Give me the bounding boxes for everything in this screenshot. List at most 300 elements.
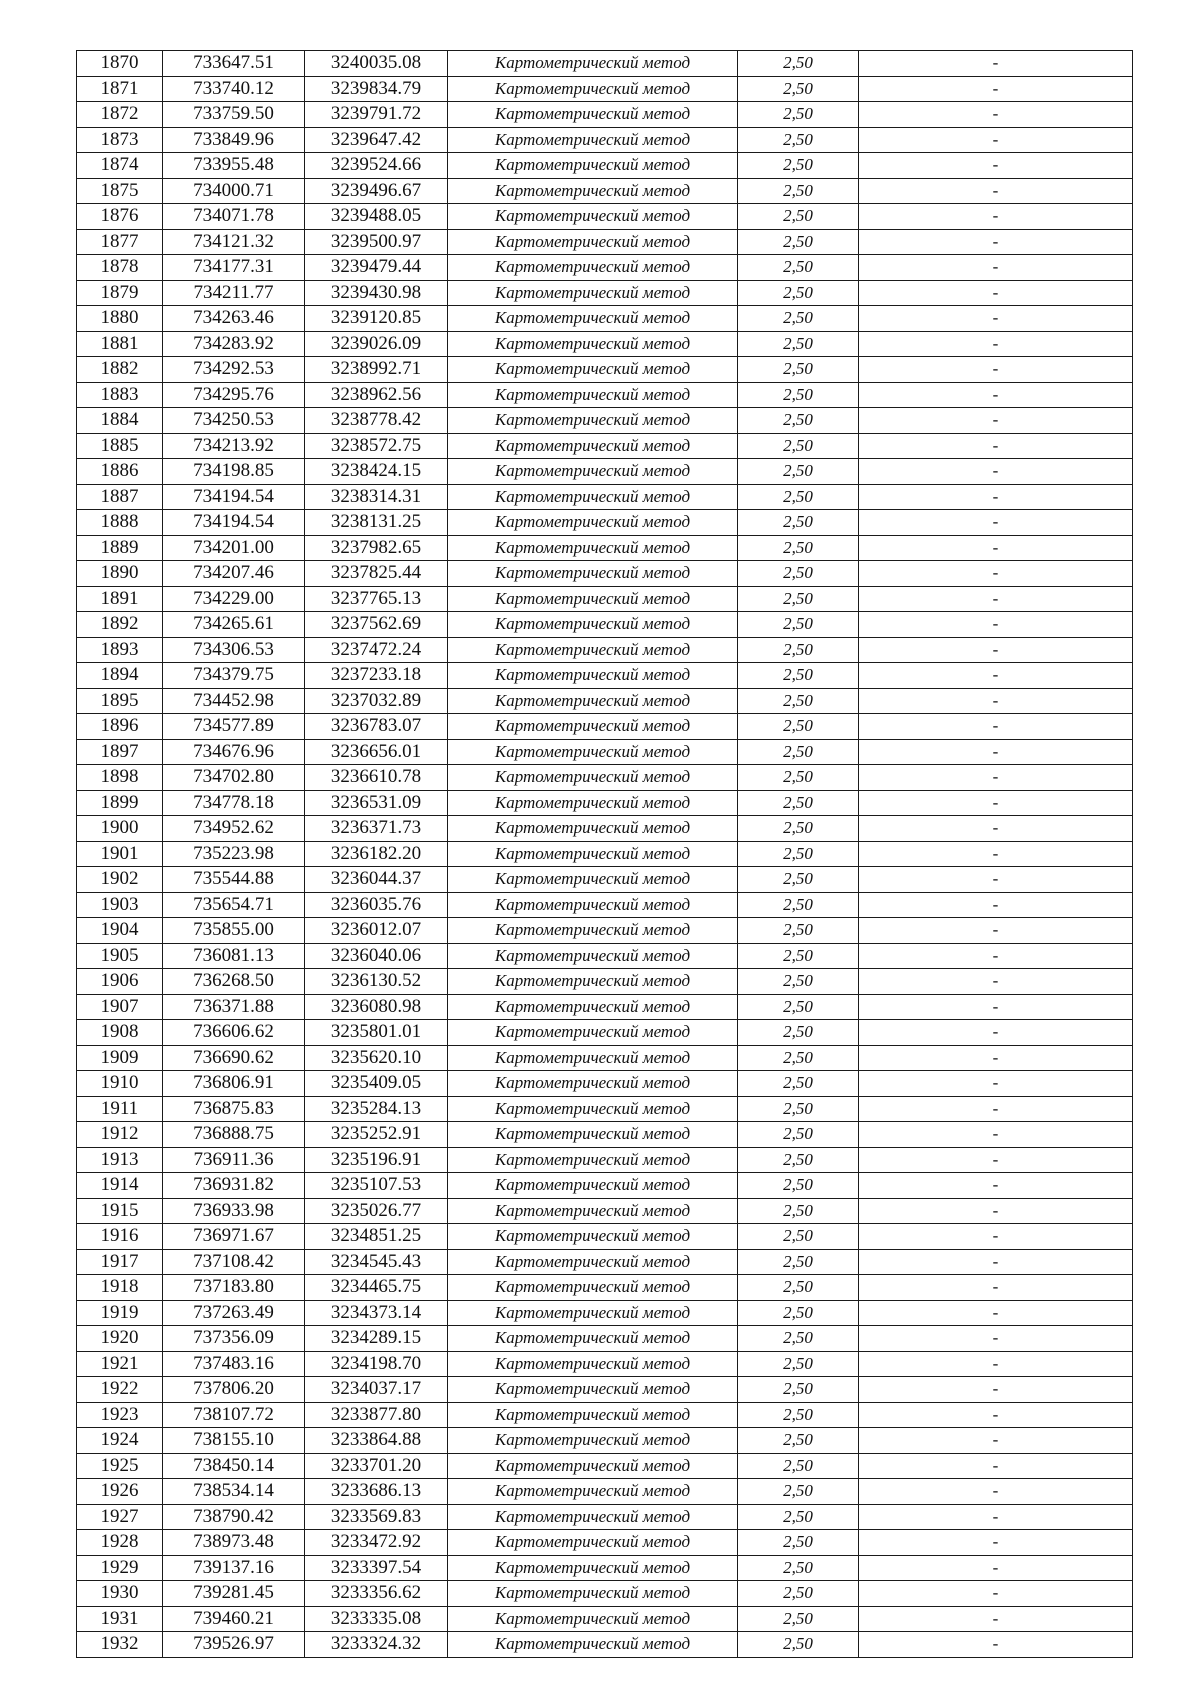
point-number-cell: 1880 — [77, 306, 163, 332]
point-number-cell: 1892 — [77, 612, 163, 638]
y-coordinate-cell: 3237562.69 — [305, 612, 448, 638]
x-coordinate-cell: 736933.98 — [163, 1198, 305, 1224]
accuracy-cell: 2,50 — [738, 382, 859, 408]
y-coordinate-cell: 3238131.25 — [305, 510, 448, 536]
method-cell: Картометрический метод — [448, 1122, 738, 1148]
method-cell: Картометрический метод — [448, 612, 738, 638]
table-row — [77, 433, 1133, 459]
point-number-cell: 1874 — [77, 153, 163, 179]
note-cell: - — [859, 102, 1133, 128]
y-coordinate-cell: 3233686.13 — [305, 1479, 448, 1505]
y-coordinate-cell: 3235801.01 — [305, 1020, 448, 1046]
table-row — [77, 229, 1133, 255]
point-number-cell: 1888 — [77, 510, 163, 536]
y-coordinate-cell: 3239834.79 — [305, 76, 448, 102]
accuracy-cell: 2,50 — [738, 1020, 859, 1046]
note-cell: - — [859, 637, 1133, 663]
y-coordinate-cell: 3240035.08 — [305, 51, 448, 77]
table-row — [77, 127, 1133, 153]
table-row — [77, 280, 1133, 306]
note-cell: - — [859, 1530, 1133, 1556]
table-row — [77, 765, 1133, 791]
note-cell: - — [859, 1045, 1133, 1071]
y-coordinate-cell: 3237825.44 — [305, 561, 448, 587]
table-row — [77, 1224, 1133, 1250]
y-coordinate-cell: 3236012.07 — [305, 918, 448, 944]
y-coordinate-cell: 3239524.66 — [305, 153, 448, 179]
method-cell: Картометрический метод — [448, 382, 738, 408]
x-coordinate-cell: 734263.46 — [163, 306, 305, 332]
method-cell: Картометрический метод — [448, 765, 738, 791]
accuracy-cell: 2,50 — [738, 1479, 859, 1505]
accuracy-cell: 2,50 — [738, 918, 859, 944]
note-cell: - — [859, 1479, 1133, 1505]
point-number-cell: 1922 — [77, 1377, 163, 1403]
point-number-cell: 1905 — [77, 943, 163, 969]
point-number-cell: 1903 — [77, 892, 163, 918]
x-coordinate-cell: 734283.92 — [163, 331, 305, 357]
accuracy-cell: 2,50 — [738, 433, 859, 459]
table-row — [77, 357, 1133, 383]
table-row — [77, 1555, 1133, 1581]
method-cell: Картометрический метод — [448, 739, 738, 765]
accuracy-cell: 2,50 — [738, 1096, 859, 1122]
point-number-cell: 1915 — [77, 1198, 163, 1224]
y-coordinate-cell: 3233356.62 — [305, 1581, 448, 1607]
y-coordinate-cell: 3233569.83 — [305, 1504, 448, 1530]
point-number-cell: 1872 — [77, 102, 163, 128]
y-coordinate-cell: 3234851.25 — [305, 1224, 448, 1250]
table-row — [77, 535, 1133, 561]
note-cell: - — [859, 382, 1133, 408]
point-number-cell: 1877 — [77, 229, 163, 255]
point-number-cell: 1923 — [77, 1402, 163, 1428]
note-cell: - — [859, 688, 1133, 714]
accuracy-cell: 2,50 — [738, 1555, 859, 1581]
point-number-cell: 1904 — [77, 918, 163, 944]
method-cell: Картометрический метод — [448, 1020, 738, 1046]
accuracy-cell: 2,50 — [738, 714, 859, 740]
y-coordinate-cell: 3236040.06 — [305, 943, 448, 969]
x-coordinate-cell: 736888.75 — [163, 1122, 305, 1148]
table-row — [77, 688, 1133, 714]
accuracy-cell: 2,50 — [738, 943, 859, 969]
note-cell: - — [859, 204, 1133, 230]
x-coordinate-cell: 739460.21 — [163, 1606, 305, 1632]
y-coordinate-cell: 3238992.71 — [305, 357, 448, 383]
x-coordinate-cell: 737356.09 — [163, 1326, 305, 1352]
table-row — [77, 51, 1133, 77]
x-coordinate-cell: 735654.71 — [163, 892, 305, 918]
note-cell: - — [859, 280, 1133, 306]
y-coordinate-cell: 3236371.73 — [305, 816, 448, 842]
method-cell: Картометрический метод — [448, 102, 738, 128]
accuracy-cell: 2,50 — [738, 306, 859, 332]
accuracy-cell: 2,50 — [738, 1402, 859, 1428]
note-cell: - — [859, 484, 1133, 510]
table-row — [77, 969, 1133, 995]
accuracy-cell: 2,50 — [738, 408, 859, 434]
x-coordinate-cell: 738973.48 — [163, 1530, 305, 1556]
point-number-cell: 1920 — [77, 1326, 163, 1352]
method-cell: Картометрический метод — [448, 663, 738, 689]
y-coordinate-cell: 3236035.76 — [305, 892, 448, 918]
note-cell: - — [859, 1504, 1133, 1530]
point-number-cell: 1912 — [77, 1122, 163, 1148]
x-coordinate-cell: 734213.92 — [163, 433, 305, 459]
table-row — [77, 841, 1133, 867]
point-number-cell: 1908 — [77, 1020, 163, 1046]
y-coordinate-cell: 3233324.32 — [305, 1632, 448, 1658]
accuracy-cell: 2,50 — [738, 1122, 859, 1148]
method-cell: Картометрический метод — [448, 76, 738, 102]
point-number-cell: 1926 — [77, 1479, 163, 1505]
note-cell: - — [859, 127, 1133, 153]
table-row — [77, 561, 1133, 587]
table-row — [77, 1351, 1133, 1377]
x-coordinate-cell: 739526.97 — [163, 1632, 305, 1658]
method-cell: Картометрический метод — [448, 1632, 738, 1658]
note-cell: - — [859, 357, 1133, 383]
method-cell: Картометрический метод — [448, 1479, 738, 1505]
method-cell: Картометрический метод — [448, 1581, 738, 1607]
accuracy-cell: 2,50 — [738, 841, 859, 867]
table-row — [77, 459, 1133, 485]
y-coordinate-cell: 3236656.01 — [305, 739, 448, 765]
method-cell: Картометрический метод — [448, 1504, 738, 1530]
table-row — [77, 1606, 1133, 1632]
point-number-cell: 1928 — [77, 1530, 163, 1556]
x-coordinate-cell: 736875.83 — [163, 1096, 305, 1122]
y-coordinate-cell: 3239488.05 — [305, 204, 448, 230]
point-number-cell: 1917 — [77, 1249, 163, 1275]
method-cell: Картометрический метод — [448, 1555, 738, 1581]
note-cell: - — [859, 739, 1133, 765]
x-coordinate-cell: 736806.91 — [163, 1071, 305, 1097]
y-coordinate-cell: 3236080.98 — [305, 994, 448, 1020]
accuracy-cell: 2,50 — [738, 790, 859, 816]
accuracy-cell: 2,50 — [738, 816, 859, 842]
table-row — [77, 408, 1133, 434]
point-number-cell: 1931 — [77, 1606, 163, 1632]
x-coordinate-cell: 738155.10 — [163, 1428, 305, 1454]
note-cell: - — [859, 1224, 1133, 1250]
y-coordinate-cell: 3237032.89 — [305, 688, 448, 714]
accuracy-cell: 2,50 — [738, 663, 859, 689]
method-cell: Картометрический метод — [448, 459, 738, 485]
x-coordinate-cell: 734201.00 — [163, 535, 305, 561]
table-row — [77, 816, 1133, 842]
x-coordinate-cell: 733647.51 — [163, 51, 305, 77]
point-number-cell: 1910 — [77, 1071, 163, 1097]
point-number-cell: 1889 — [77, 535, 163, 561]
y-coordinate-cell: 3238962.56 — [305, 382, 448, 408]
x-coordinate-cell: 737183.80 — [163, 1275, 305, 1301]
point-number-cell: 1871 — [77, 76, 163, 102]
y-coordinate-cell: 3239647.42 — [305, 127, 448, 153]
table-row — [77, 76, 1133, 102]
point-number-cell: 1878 — [77, 255, 163, 281]
y-coordinate-cell: 3234037.17 — [305, 1377, 448, 1403]
accuracy-cell: 2,50 — [738, 255, 859, 281]
note-cell: - — [859, 1351, 1133, 1377]
method-cell: Картометрический метод — [448, 510, 738, 536]
point-number-cell: 1895 — [77, 688, 163, 714]
x-coordinate-cell: 739137.16 — [163, 1555, 305, 1581]
point-number-cell: 1885 — [77, 433, 163, 459]
method-cell: Картометрический метод — [448, 586, 738, 612]
point-number-cell: 1919 — [77, 1300, 163, 1326]
x-coordinate-cell: 737806.20 — [163, 1377, 305, 1403]
note-cell: - — [859, 663, 1133, 689]
note-cell: - — [859, 433, 1133, 459]
point-number-cell: 1876 — [77, 204, 163, 230]
table-row — [77, 714, 1133, 740]
y-coordinate-cell: 3235196.91 — [305, 1147, 448, 1173]
accuracy-cell: 2,50 — [738, 459, 859, 485]
table-row — [77, 1275, 1133, 1301]
accuracy-cell: 2,50 — [738, 867, 859, 893]
x-coordinate-cell: 736911.36 — [163, 1147, 305, 1173]
table-row — [77, 1147, 1133, 1173]
method-cell: Картометрический метод — [448, 408, 738, 434]
x-coordinate-cell: 734121.32 — [163, 229, 305, 255]
point-number-cell: 1918 — [77, 1275, 163, 1301]
table-row — [77, 918, 1133, 944]
point-number-cell: 1914 — [77, 1173, 163, 1199]
note-cell: - — [859, 612, 1133, 638]
point-number-cell: 1927 — [77, 1504, 163, 1530]
accuracy-cell: 2,50 — [738, 229, 859, 255]
x-coordinate-cell: 734265.61 — [163, 612, 305, 638]
accuracy-cell: 2,50 — [738, 1530, 859, 1556]
accuracy-cell: 2,50 — [738, 76, 859, 102]
accuracy-cell: 2,50 — [738, 484, 859, 510]
point-number-cell: 1883 — [77, 382, 163, 408]
note-cell: - — [859, 1300, 1133, 1326]
x-coordinate-cell: 734229.00 — [163, 586, 305, 612]
x-coordinate-cell: 733740.12 — [163, 76, 305, 102]
y-coordinate-cell: 3233877.80 — [305, 1402, 448, 1428]
accuracy-cell: 2,50 — [738, 1045, 859, 1071]
accuracy-cell: 2,50 — [738, 994, 859, 1020]
method-cell: Картометрический метод — [448, 1071, 738, 1097]
table-row — [77, 1428, 1133, 1454]
y-coordinate-cell: 3235107.53 — [305, 1173, 448, 1199]
note-cell: - — [859, 714, 1133, 740]
point-number-cell: 1891 — [77, 586, 163, 612]
accuracy-cell: 2,50 — [738, 586, 859, 612]
point-number-cell: 1913 — [77, 1147, 163, 1173]
accuracy-cell: 2,50 — [738, 331, 859, 357]
accuracy-cell: 2,50 — [738, 1275, 859, 1301]
x-coordinate-cell: 734295.76 — [163, 382, 305, 408]
x-coordinate-cell: 738107.72 — [163, 1402, 305, 1428]
point-number-cell: 1882 — [77, 357, 163, 383]
y-coordinate-cell: 3233335.08 — [305, 1606, 448, 1632]
note-cell: - — [859, 331, 1133, 357]
x-coordinate-cell: 734211.77 — [163, 280, 305, 306]
x-coordinate-cell: 734778.18 — [163, 790, 305, 816]
accuracy-cell: 2,50 — [738, 1198, 859, 1224]
method-cell: Картометрический метод — [448, 357, 738, 383]
y-coordinate-cell: 3234289.15 — [305, 1326, 448, 1352]
note-cell: - — [859, 816, 1133, 842]
table-row — [77, 1530, 1133, 1556]
x-coordinate-cell: 734250.53 — [163, 408, 305, 434]
method-cell: Картометрический метод — [448, 204, 738, 230]
accuracy-cell: 2,50 — [738, 1173, 859, 1199]
method-cell: Картометрический метод — [448, 816, 738, 842]
note-cell: - — [859, 918, 1133, 944]
accuracy-cell: 2,50 — [738, 1249, 859, 1275]
x-coordinate-cell: 734577.89 — [163, 714, 305, 740]
method-cell: Картометрический метод — [448, 1428, 738, 1454]
note-cell: - — [859, 841, 1133, 867]
accuracy-cell: 2,50 — [738, 280, 859, 306]
x-coordinate-cell: 734292.53 — [163, 357, 305, 383]
x-coordinate-cell: 736081.13 — [163, 943, 305, 969]
y-coordinate-cell: 3236531.09 — [305, 790, 448, 816]
note-cell: - — [859, 1096, 1133, 1122]
accuracy-cell: 2,50 — [738, 688, 859, 714]
point-number-cell: 1898 — [77, 765, 163, 791]
point-number-cell: 1902 — [77, 867, 163, 893]
accuracy-cell: 2,50 — [738, 1453, 859, 1479]
note-cell: - — [859, 765, 1133, 791]
accuracy-cell: 2,50 — [738, 1326, 859, 1352]
note-cell: - — [859, 1326, 1133, 1352]
accuracy-cell: 2,50 — [738, 510, 859, 536]
y-coordinate-cell: 3237765.13 — [305, 586, 448, 612]
point-number-cell: 1924 — [77, 1428, 163, 1454]
accuracy-cell: 2,50 — [738, 969, 859, 995]
table-row — [77, 1479, 1133, 1505]
y-coordinate-cell: 3236610.78 — [305, 765, 448, 791]
x-coordinate-cell: 736931.82 — [163, 1173, 305, 1199]
x-coordinate-cell: 733759.50 — [163, 102, 305, 128]
x-coordinate-cell: 736606.62 — [163, 1020, 305, 1046]
note-cell: - — [859, 178, 1133, 204]
note-cell: - — [859, 76, 1133, 102]
accuracy-cell: 2,50 — [738, 1632, 859, 1658]
y-coordinate-cell: 3234198.70 — [305, 1351, 448, 1377]
y-coordinate-cell: 3235284.13 — [305, 1096, 448, 1122]
method-cell: Картометрический метод — [448, 306, 738, 332]
accuracy-cell: 2,50 — [738, 51, 859, 77]
point-number-cell: 1890 — [77, 561, 163, 587]
table-row — [77, 612, 1133, 638]
method-cell: Картометрический метод — [448, 484, 738, 510]
point-number-cell: 1916 — [77, 1224, 163, 1250]
accuracy-cell: 2,50 — [738, 739, 859, 765]
y-coordinate-cell: 3236130.52 — [305, 969, 448, 995]
accuracy-cell: 2,50 — [738, 1377, 859, 1403]
method-cell: Картометрический метод — [448, 255, 738, 281]
method-cell: Картометрический метод — [448, 51, 738, 77]
x-coordinate-cell: 734194.54 — [163, 510, 305, 536]
method-cell: Картометрический метод — [448, 918, 738, 944]
y-coordinate-cell: 3233864.88 — [305, 1428, 448, 1454]
note-cell: - — [859, 1122, 1133, 1148]
note-cell: - — [859, 586, 1133, 612]
point-number-cell: 1929 — [77, 1555, 163, 1581]
y-coordinate-cell: 3236783.07 — [305, 714, 448, 740]
x-coordinate-cell: 737263.49 — [163, 1300, 305, 1326]
note-cell: - — [859, 790, 1133, 816]
table-row — [77, 1198, 1133, 1224]
point-number-cell: 1925 — [77, 1453, 163, 1479]
table-row — [77, 178, 1133, 204]
method-cell: Картометрический метод — [448, 1351, 738, 1377]
note-cell: - — [859, 994, 1133, 1020]
y-coordinate-cell: 3233397.54 — [305, 1555, 448, 1581]
y-coordinate-cell: 3239500.97 — [305, 229, 448, 255]
table-row — [77, 331, 1133, 357]
point-number-cell: 1911 — [77, 1096, 163, 1122]
x-coordinate-cell: 738534.14 — [163, 1479, 305, 1505]
note-cell: - — [859, 1428, 1133, 1454]
y-coordinate-cell: 3238778.42 — [305, 408, 448, 434]
note-cell: - — [859, 1173, 1133, 1199]
y-coordinate-cell: 3239120.85 — [305, 306, 448, 332]
table-row — [77, 102, 1133, 128]
table-row — [77, 943, 1133, 969]
table-row — [77, 306, 1133, 332]
y-coordinate-cell: 3238572.75 — [305, 433, 448, 459]
method-cell: Картометрический метод — [448, 1249, 738, 1275]
x-coordinate-cell: 735544.88 — [163, 867, 305, 893]
accuracy-cell: 2,50 — [738, 1428, 859, 1454]
method-cell: Картометрический метод — [448, 994, 738, 1020]
note-cell: - — [859, 969, 1133, 995]
method-cell: Картометрический метод — [448, 280, 738, 306]
x-coordinate-cell: 733849.96 — [163, 127, 305, 153]
x-coordinate-cell: 734194.54 — [163, 484, 305, 510]
y-coordinate-cell: 3235620.10 — [305, 1045, 448, 1071]
table-row — [77, 255, 1133, 281]
y-coordinate-cell: 3237982.65 — [305, 535, 448, 561]
table-row — [77, 510, 1133, 536]
table-row — [77, 484, 1133, 510]
note-cell: - — [859, 1071, 1133, 1097]
x-coordinate-cell: 734379.75 — [163, 663, 305, 689]
point-number-cell: 1894 — [77, 663, 163, 689]
x-coordinate-cell: 733955.48 — [163, 153, 305, 179]
method-cell: Картометрический метод — [448, 561, 738, 587]
table-row — [77, 204, 1133, 230]
table-row — [77, 1581, 1133, 1607]
table-row — [77, 892, 1133, 918]
note-cell: - — [859, 1377, 1133, 1403]
method-cell: Картометрический метод — [448, 1326, 738, 1352]
y-coordinate-cell: 3237233.18 — [305, 663, 448, 689]
y-coordinate-cell: 3239791.72 — [305, 102, 448, 128]
x-coordinate-cell: 734952.62 — [163, 816, 305, 842]
accuracy-cell: 2,50 — [738, 1504, 859, 1530]
point-number-cell: 1873 — [77, 127, 163, 153]
accuracy-cell: 2,50 — [738, 1224, 859, 1250]
x-coordinate-cell: 734207.46 — [163, 561, 305, 587]
point-number-cell: 1909 — [77, 1045, 163, 1071]
note-cell: - — [859, 459, 1133, 485]
accuracy-cell: 2,50 — [738, 357, 859, 383]
point-number-cell: 1921 — [77, 1351, 163, 1377]
x-coordinate-cell: 734702.80 — [163, 765, 305, 791]
table-row — [77, 1377, 1133, 1403]
note-cell: - — [859, 561, 1133, 587]
method-cell: Картометрический метод — [448, 1300, 738, 1326]
